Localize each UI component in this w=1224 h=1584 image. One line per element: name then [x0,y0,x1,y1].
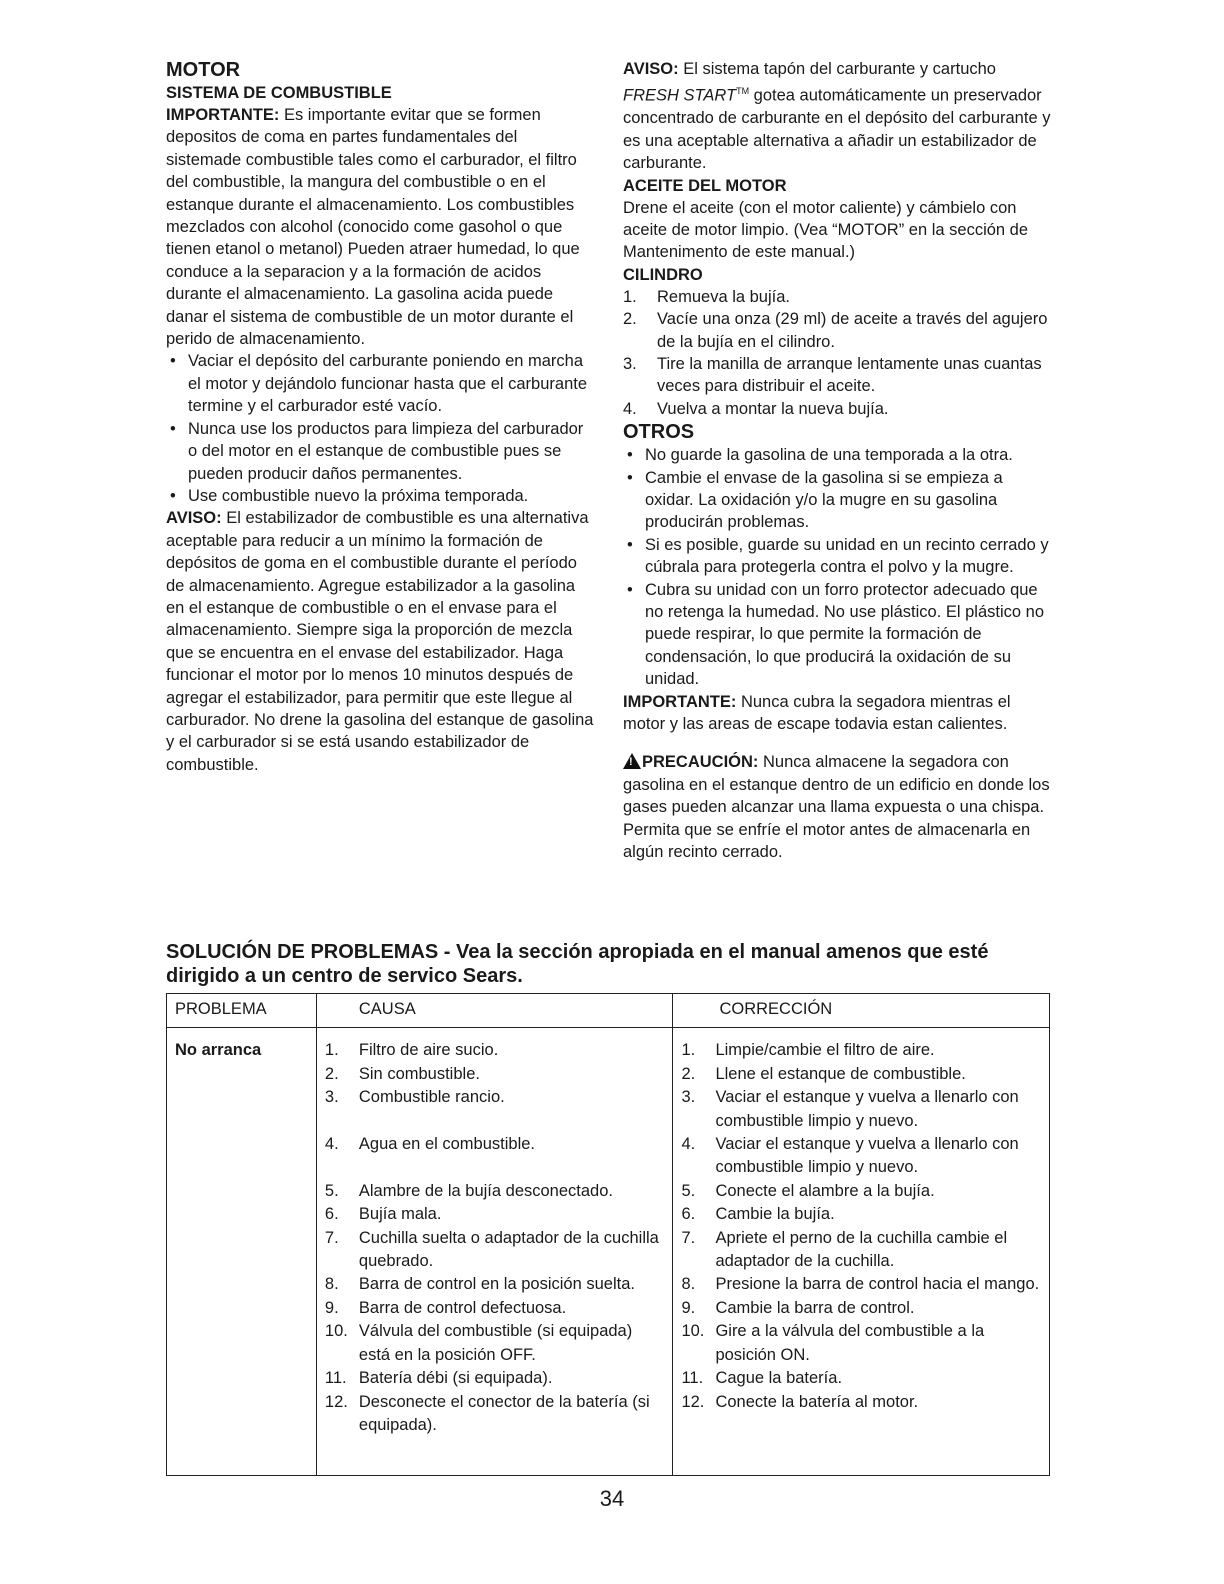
item-number: 10. [324,1322,348,1341]
item-number: 7. [681,1228,696,1247]
trademark: TM [736,86,750,97]
item-number: 3. [681,1088,696,1107]
item-text: Barra de control defectuosa. [358,1298,567,1317]
item-text: Válvula del combustible (si equipada) está en la posición OFF. [358,1322,633,1364]
list-item [325,1086,667,1133]
list-item [623,353,1055,398]
importante-paragraph [166,104,594,350]
list-item: • Cambie el envase de la gasolina si se empieza a oxidar. La oxidación y/o la mugre en su gasolina producirán problemas. [623,467,1055,534]
cilindro-heading: CILINDRO [623,265,703,284]
item-text: Presione la barra de control hacia el mango. [715,1275,1040,1294]
list-item [623,308,1055,353]
aviso-label: AVISO: [166,509,222,528]
item-number: 4. [324,1135,339,1154]
list-item [325,1063,667,1086]
aceite-text: Drene el aceite (con el motor caliente) y cámbielo con aceite de motor limpio. (Vea “MOTOR” en la sección de Mantenimento de este manual.) [623,198,1029,262]
item-text: Vaciar el estanque y vuelva a llenarlo con combustible limpio y nuevo. [715,1135,1019,1177]
list-item [681,1227,1043,1274]
item-text: Cague la batería. [715,1369,843,1388]
list-item [325,1227,667,1274]
item-text: Sin combustible. [358,1064,480,1083]
item-text: Alambre de la bujía desconectado. [358,1181,613,1200]
list-item: • Use combustible nuevo la próxima temporada. [166,485,594,507]
precaucion-text: Nunca almacene la segadora con gasolina en el estanque dentro de un edificio en donde los gases pueden alcanzar una llama expuesta o una chispa. Permita que se enfríe el motor antes de almacenarla en algún recinto cerrado. [623,753,1050,862]
step-number: 1. [623,287,637,306]
list-item: • Si es posible, guarde su unidad en un recinto cerrado y cúbrala para protegerla contra el polvo y la mugre. [623,534,1055,579]
list-item: • No guarde la gasolina de una temporada a la otra. [623,444,1055,466]
item-number: 6. [324,1205,339,1224]
item-text: Limpie/cambie el filtro de aire. [715,1041,935,1060]
item-text: Conecte el alambre a la bujía. [715,1181,935,1200]
importante-paragraph [623,691,1055,736]
item-number: 12. [681,1392,705,1411]
troubleshooting-table [166,993,1050,1476]
item-number: 8. [681,1275,696,1294]
item-text: Combustible rancio. [358,1088,505,1107]
item-text: Agua en el combustible. [358,1135,536,1154]
aviso-text-part2: gotea automáticamente un preservador concentrado de carburante en el depósito del carburante y es una aceptable alternativa a añadir un estabilizador de carburante. [623,86,1051,173]
motor-heading: MOTOR [166,59,241,81]
list-item [325,1391,667,1438]
item-text: Gire a la válvula del combustible a la posición ON. [715,1322,985,1364]
list-item [681,1320,1043,1367]
item-text: Bujía mala. [358,1205,442,1224]
list-item [681,1391,1043,1414]
list-item [681,1086,1043,1133]
importante-label: IMPORTANTE: [166,106,280,124]
list-item [623,286,1055,308]
importante-text: Nunca cubra la segadora mientras el motor y las areas de escape todavia estan calientes. [623,692,1011,734]
list-item: • Vaciar el depósito del carburante poniendo en marcha el motor y dejándolo funcionar hasta que el carburante termine y el carburador esté vacío. [166,350,594,417]
item-text: Cambie la bujía. [715,1205,835,1224]
aviso-paragraph [166,507,594,776]
item-number: 11. [681,1369,704,1388]
corrections-list [681,1039,1043,1414]
list-item [325,1203,667,1226]
list-item [325,1367,667,1390]
item-number: 6. [681,1205,696,1224]
item-text: Cambie la barra de control. [715,1298,915,1317]
step-number: 4. [623,399,637,418]
problem-cell: No arranca [167,1028,317,1476]
importante-text: Es importante evitar que se formen depositos de coma en partes fundamentales del sistemade combustible tales como el carburador, el filtro del combustible, la mangura del combustible o en el estanque durante el almacenamiento. Los combustibles mezclados con alcohol (conocido come gasohol o que tienen etanol o metanol) Pueden atraer humedad, lo que conduce a la separacion y a la formación de acidos durante el almacenamiento. La gasolina acida puede danar el sistema de combustible de un motor durante el perido de almacenamiento. [166,106,580,349]
header-causa: CAUSA [316,994,673,1028]
list-item: • Nunca use los productos para limpieza del carburador o del motor en el estanque de combustible pues se pueden producir daños permanentes. [166,418,594,485]
item-text: Apriete el perno de la cuchilla cambie el adaptador de la cuchilla. [715,1228,1008,1271]
corrections-cell [673,1028,1050,1476]
item-text: Vaciar el estanque y vuelva a llenarlo con combustible limpio y nuevo. [715,1088,1019,1130]
step-text: Vacíe una onza (29 ml) de aceite a través del agujero de la bujía en el cilindro. [657,310,1048,351]
list-item [681,1273,1043,1296]
step-text: Tire la manilla de arranque lentamente unas cuantas veces para distribuir el aceite. [657,354,1042,396]
list-item [681,1367,1043,1390]
step-number: 2. [623,310,637,329]
aviso-text-part1: El sistema tapón del carburante y cartucho [683,60,996,78]
aceite-heading: ACEITE DEL MOTOR [623,176,787,195]
item-text: Cuchilla suelta o adaptador de la cuchilla quebrado. [358,1228,659,1271]
item-text: Batería débi (si equipada). [358,1369,553,1388]
list-item [325,1297,667,1320]
right-column [623,58,1055,864]
warning-icon [623,753,641,769]
fuel-bullets [166,350,594,507]
table-row [167,1028,1050,1476]
cilindro-steps [623,286,1055,420]
item-number: 5. [324,1181,339,1200]
item-number: 7. [324,1228,339,1247]
otros-bullets [623,444,1055,690]
header-correccion: CORRECCIÓN [673,994,1050,1028]
header-problema: PROBLEMA [167,994,317,1028]
otros-heading: OTROS [623,421,695,444]
item-number: 10. [681,1322,705,1341]
importante-label: IMPORTANTE: [623,692,737,711]
item-number: 8. [324,1275,339,1294]
item-number: 9. [681,1298,696,1317]
list-item [681,1180,1043,1203]
aviso-label: AVISO: [623,60,679,78]
item-text: Desconecte el conector de la batería (si equipada). [358,1392,650,1434]
fresh-start-brand: FRESH START [623,86,737,105]
step-text: Remueva la bujía. [657,287,790,306]
precaucion-label: PRECAUCIÓN: [642,753,759,772]
page-number: 34 [599,1486,625,1511]
item-number: 2. [324,1064,339,1083]
fuel-system-heading: SISTEMA DE COMBUSTIBLE [166,84,392,102]
list-item: • Cubra su unidad con un forro protector adecuado que no retenga la humedad. No use plástico. El plástico no puede respirar, lo que permite la formación de condensación, lo que producirá la oxidación de su unidad. [623,579,1055,691]
list-item [325,1133,667,1180]
list-item [681,1063,1043,1086]
item-number: 9. [324,1298,339,1317]
item-text: Filtro de aire sucio. [358,1041,499,1060]
step-text: Vuelva a montar la nueva bujía. [657,399,889,418]
list-item [681,1039,1043,1062]
precaucion-paragraph [623,751,1055,863]
causes-cell [316,1028,673,1476]
item-number: 3. [324,1088,339,1107]
item-number: 5. [681,1181,696,1200]
list-item [325,1180,667,1203]
troubleshooting-title: SOLUCIÓN DE PROBLEMAS - Vea la sección apropiada en el manual amenos que esté dirigido a un centro de servico Sears. [166,941,989,987]
item-number: 12. [324,1392,348,1411]
item-number: 1. [681,1041,696,1060]
list-item [623,398,1055,420]
list-item [681,1133,1043,1180]
item-number: 4. [681,1135,696,1154]
item-text: Conecte la batería al motor. [715,1392,919,1411]
item-number: 2. [681,1064,696,1083]
item-number: 1. [324,1041,339,1060]
list-item [325,1273,667,1296]
aviso-text: El estabilizador de combustible es una alternativa aceptable para reducir a un mínimo la formación de depósitos de goma en el combustible durante el período de almacenamiento. Agregue estabilizador a la gasolina en el estanque de combustible o en el envase para el almacenamiento. Siempre siga la proporción de mezcla que se encuentra en el envase del estabilizador. Haga funcionar el motor por lo menos 10 minutos después de agregar el estabilizador, para permitir que este llegue al carburador. No drene la gasolina del estanque de gasolina y el carburador si se está usando estabilizador de combustible. [166,509,594,774]
list-item [325,1039,667,1062]
aviso-fresh-start-paragraph [623,58,1055,175]
list-item [681,1203,1043,1226]
list-item [325,1320,667,1367]
list-item [681,1297,1043,1320]
item-number: 11. [324,1369,347,1388]
item-text: Llene el estanque de combustible. [715,1064,966,1083]
item-text: Barra de control en la posición suelta. [358,1275,635,1294]
left-column [166,58,594,776]
causes-list [325,1039,667,1437]
step-number: 3. [623,354,637,373]
table-header-row [167,994,1050,1028]
